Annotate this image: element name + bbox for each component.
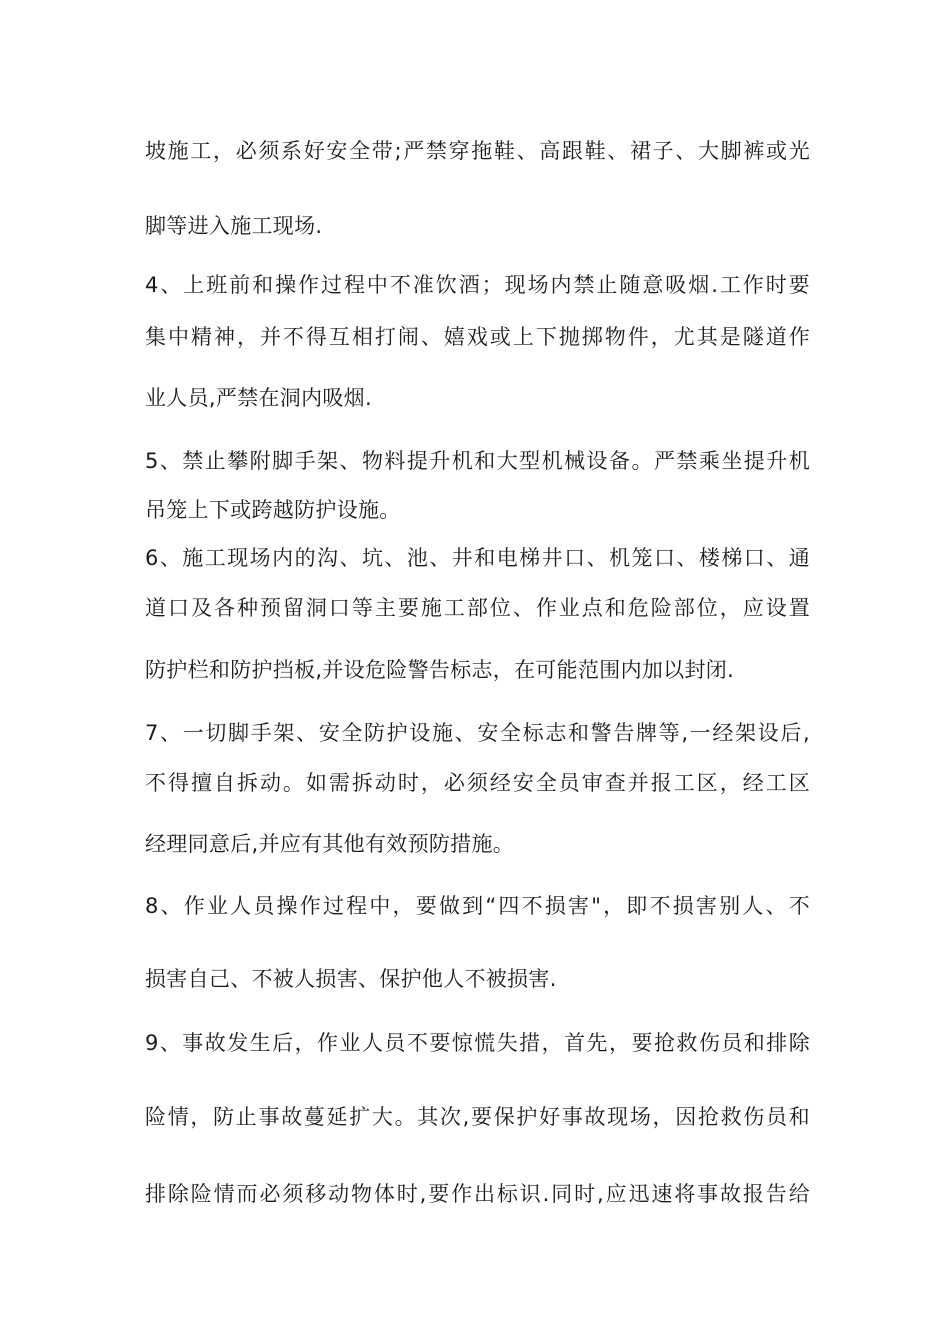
text-line-10: 防护栏和防护挡板,并设危险警告标志，在可能范围内加以封闭. bbox=[145, 658, 735, 682]
text-line-1: 坡施工，必须系好安全带;严禁穿拖鞋、高跟鞋、裙子、大脚裤或光 bbox=[145, 139, 810, 163]
text-line-3: 4、上班前和操作过程中不准饮酒；现场内禁止随意吸烟.工作时要 bbox=[145, 273, 810, 297]
text-line-16: 9、事故发生后，作业人员不要惊慌失措，首先，要抢救伤员和排除 bbox=[145, 1031, 810, 1055]
text-line-6: 5、禁止攀附脚手架、物料提升机和大型机械设备。严禁乘坐提升机 bbox=[145, 449, 810, 473]
text-line-18: 排除险情而必须移动物体时,要作出标识.同时,应迅速将事故报告给 bbox=[145, 1182, 810, 1206]
text-line-14: 8、作业人员操作过程中，要做到“四不损害"，即不损害别人、不 bbox=[145, 894, 810, 918]
text-line-7: 吊笼上下或跨越防护设施。 bbox=[145, 498, 401, 522]
text-line-8: 6、施工现场内的沟、坑、池、井和电梯井口、机笼口、楼梯口、通 bbox=[145, 546, 810, 570]
text-line-15: 损害自己、不被人损害、保护他人不被损害. bbox=[145, 967, 557, 991]
text-line-5: 业人员,严禁在洞内吸烟. bbox=[145, 386, 372, 410]
text-line-13: 经理同意后,并应有其他有效预防措施。 bbox=[145, 832, 515, 856]
text-line-12: 不得擅自拆动。如需拆动时，必须经安全员审查并报工区，经工区 bbox=[145, 771, 810, 795]
text-line-9: 道口及各种预留洞口等主要施工部位、作业点和危险部位，应设置 bbox=[145, 596, 810, 620]
text-line-4: 集中精神，并不得互相打闹、嬉戏或上下抛掷物件，尤其是隧道作 bbox=[145, 325, 810, 349]
text-line-11: 7、一切脚手架、安全防护设施、安全标志和警告牌等,一经架设后, bbox=[145, 721, 810, 745]
text-line-17: 险情，防止事故蔓延扩大。其次,要保护好事故现场，因抢救伤员和 bbox=[145, 1105, 810, 1129]
text-line-2: 脚等进入施工现场. bbox=[145, 214, 323, 238]
